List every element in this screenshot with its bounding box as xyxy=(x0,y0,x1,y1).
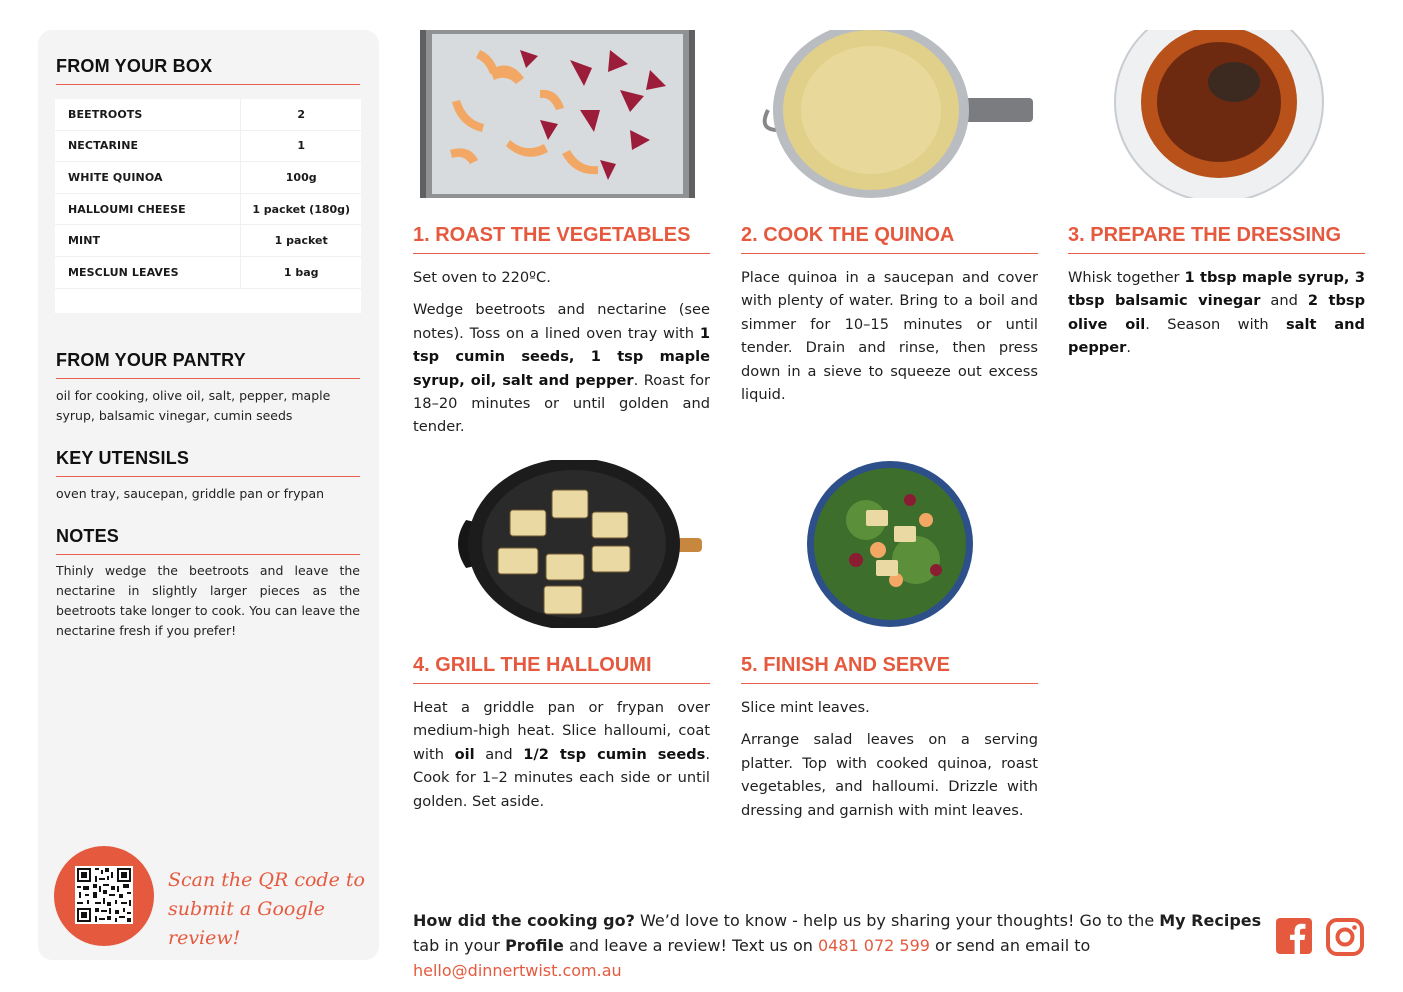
step-4-title: 4. GRILL THE HALLOUMI xyxy=(413,654,710,684)
pantry-title: FROM YOUR PANTRY xyxy=(56,350,360,379)
footer-text: We’d love to know - help us by sharing your thoughts! Go to the xyxy=(634,911,1160,930)
step-paragraph xyxy=(413,298,710,438)
qr-code[interactable] xyxy=(75,866,133,924)
utensils-text: oven tray, saucepan, griddle pan or frypan xyxy=(56,486,325,501)
step-text: 2 tbsp olive oil xyxy=(1068,292,1366,333)
ingredient-qty: 100g xyxy=(240,162,361,193)
step-5-title: 5. FINISH AND SERVE xyxy=(741,654,1038,684)
footer-text: How did the cooking go? xyxy=(413,911,635,930)
step-text: 1 tsp cumin seeds, 1 tsp maple syrup, oil, salt and pepper xyxy=(413,324,710,389)
step-paragraph xyxy=(741,728,1038,822)
step-text: and xyxy=(1260,292,1308,310)
step-text: . xyxy=(1126,339,1131,357)
box-ingredients-table xyxy=(55,99,361,313)
qr-badge xyxy=(54,846,154,946)
step-text: oil xyxy=(454,745,475,763)
table-row xyxy=(55,131,361,163)
box-title: FROM YOUR BOX xyxy=(56,56,360,85)
step-1-title: 1. ROAST THE VEGETABLES xyxy=(413,224,710,254)
step-paragraph xyxy=(1068,266,1365,360)
step-text: 1 tbsp maple syrup, 3 tbsp balsamic vinegar xyxy=(1068,269,1365,310)
dressing-bowl-photo xyxy=(1114,30,1324,198)
table-row xyxy=(55,99,361,131)
griddle-halloumi-photo xyxy=(452,460,702,628)
step-text: . Season with xyxy=(1145,315,1286,333)
step-paragraph xyxy=(413,696,710,813)
table-row xyxy=(55,162,361,194)
qr-note-line: Scan the QR code to xyxy=(168,869,365,891)
ingredient-name: MINT xyxy=(68,234,101,248)
table-row xyxy=(55,194,361,226)
footer-text: or send an email to xyxy=(929,936,1091,955)
roast-vegetables-photo xyxy=(420,30,695,198)
step-4-body xyxy=(413,696,710,822)
ingredient-qty: 1 bag xyxy=(240,257,361,288)
step-3-title: 3. PREPARE THE DRESSING xyxy=(1068,224,1365,254)
ingredient-name: BEETROOTS xyxy=(68,107,143,121)
footer-text[interactable]: hello@dinnertwist.com.au xyxy=(413,961,622,980)
ingredient-name: MESCLUN LEAVES xyxy=(68,265,179,279)
footer-text: My Recipes xyxy=(1159,911,1262,930)
step-text: Slice mint leaves. xyxy=(741,699,870,716)
ingredient-name: HALLOUMI CHEESE xyxy=(68,202,186,216)
ingredient-qty: 1 packet (180g) xyxy=(240,194,361,225)
ingredient-qty: 1 xyxy=(240,131,361,162)
facebook-icon[interactable] xyxy=(1276,918,1314,956)
step-text: salt and pepper xyxy=(1068,315,1365,357)
ingredient-qty: 1 packet xyxy=(240,225,361,256)
table-row xyxy=(55,257,361,289)
step-paragraph xyxy=(741,266,1038,406)
footer-text[interactable]: 0481 072 599 xyxy=(817,936,930,955)
ingredient-name: WHITE QUINOA xyxy=(68,170,163,184)
utensils-title: KEY UTENSILS xyxy=(56,448,360,477)
step-text: . Cook for 1–2 minutes each side or until golden. Set aside. xyxy=(413,745,711,810)
footer-text: tab in your xyxy=(413,936,506,955)
notes-text: Thinly wedge the beetroots and leave the nectarine in slightly larger pieces as the beetroots take longer to cook. You can leave the nectarine fresh if you prefer! xyxy=(56,563,360,638)
footer-text: and leave a review! Text us on xyxy=(563,936,818,955)
step-text: Wedge beetroots and nectarine (see notes). Toss on a lined oven tray with xyxy=(413,301,710,342)
review-footer xyxy=(413,908,1263,983)
step-text: . Roast for 18–20 minutes or until golden and tender. xyxy=(413,371,710,436)
notes-title: NOTES xyxy=(56,526,360,555)
qr-note xyxy=(168,866,368,953)
qr-note-line: submit a Google review! xyxy=(168,898,325,949)
step-text: Whisk together xyxy=(1068,269,1185,286)
step-1-body xyxy=(413,266,710,448)
footer-text: Profile xyxy=(505,936,564,955)
pantry-text: oil for cooking, olive oil, salt, pepper, maple syrup, balsamic vinegar, cumin seeds xyxy=(56,388,331,423)
step-5-body xyxy=(741,696,1038,831)
step-3-body xyxy=(1068,266,1365,369)
step-2-title: 2. COOK THE QUINOA xyxy=(741,224,1038,254)
step-text: and xyxy=(474,745,524,763)
ingredient-name: NECTARINE xyxy=(68,139,139,153)
step-text: Heat a griddle pan or frypan over medium-high heat. Slice halloumi, coat with xyxy=(413,699,710,763)
table-row xyxy=(55,225,361,257)
ingredient-qty: 2 xyxy=(240,99,361,130)
step-paragraph xyxy=(741,696,1038,719)
sidebar xyxy=(38,30,379,960)
step-text: Arrange salad leaves on a serving platter. Top with cooked quinoa, roast vegetables, and halloumi. Drizzle with dressing and garnish with mint leaves. xyxy=(741,731,1038,819)
step-text: 1/2 tsp cumin seeds xyxy=(523,745,706,763)
quinoa-sieve-photo xyxy=(748,30,1033,198)
finished-salad-photo xyxy=(806,460,974,628)
step-paragraph xyxy=(413,266,710,289)
step-text: Set oven to 220ºC. xyxy=(413,269,551,286)
step-2-body xyxy=(741,266,1038,415)
instagram-icon[interactable] xyxy=(1326,918,1364,956)
step-text: Place quinoa in a saucepan and cover with plenty of water. Bring to a boil and simmer for 10–15 minutes or until tender. Drain and rinse, then press down in a sieve to squeeze out excess liquid. xyxy=(741,269,1038,404)
qr-code-icon xyxy=(75,866,133,924)
